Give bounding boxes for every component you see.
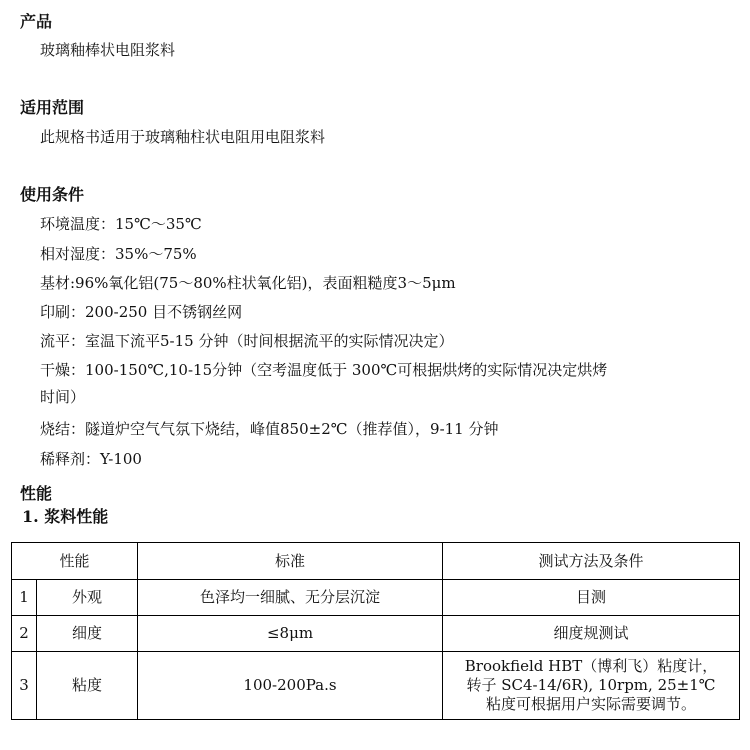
scope-text: 此规格书适用于玻璃釉柱状电阻用电阻浆料 bbox=[40, 128, 326, 146]
row-standard: 色泽均一细腻、无分层沉淀 bbox=[138, 580, 443, 616]
header-standard: 标准 bbox=[138, 543, 443, 580]
table-row bbox=[12, 652, 740, 720]
method-line: Brookfield HBT（博利飞）粘度计， bbox=[464, 657, 718, 675]
header-property: 性能 bbox=[12, 543, 138, 580]
condition-temperature: 环境温度：15℃～35℃ bbox=[40, 215, 202, 233]
method-line: 转子 SC4-14/6R), 10rpm, 25±1℃ bbox=[466, 676, 716, 694]
condition-substrate: 基材:96%氧化铝(75～80%柱状氧化铝)，表面粗糙度3～5μm bbox=[40, 274, 456, 292]
condition-humidity: 相对湿度：35%～75% bbox=[40, 245, 197, 263]
method-line: 粘度可根据用户实际需要调节。 bbox=[486, 695, 697, 713]
paste-performance-table bbox=[11, 542, 740, 720]
condition-printing: 印刷：200-250 目不锈钢丝网 bbox=[40, 303, 243, 321]
row-property: 细度 bbox=[37, 616, 138, 652]
performance-heading: 性能 bbox=[20, 484, 53, 503]
table-header-row bbox=[12, 543, 740, 580]
row-method: 目测 bbox=[443, 580, 740, 616]
condition-drying: 干燥：100-150℃,10-15分钟（空考温度低于 300℃可根据烘烤的实际情况决定烘烤 bbox=[40, 361, 608, 379]
row-number: 2 bbox=[12, 616, 37, 652]
scope-heading: 适用范围 bbox=[20, 98, 85, 117]
conditions-heading: 使用条件 bbox=[20, 185, 85, 204]
row-standard: ≤8μm bbox=[138, 616, 443, 652]
row-standard: 100-200Pa.s bbox=[138, 652, 443, 720]
row-number: 1 bbox=[12, 580, 37, 616]
product-text: 玻璃釉棒状电阻浆料 bbox=[40, 41, 176, 59]
condition-drying-cont: 时间） bbox=[40, 388, 86, 406]
header-method: 测试方法及条件 bbox=[443, 543, 740, 580]
row-method: 细度规测试 bbox=[443, 616, 740, 652]
row-property: 外观 bbox=[37, 580, 138, 616]
condition-thinner: 稀释剂：Y-100 bbox=[40, 450, 142, 468]
row-number: 3 bbox=[12, 652, 37, 720]
row-property: 粘度 bbox=[37, 652, 138, 720]
condition-firing: 烧结：隧道炉空气气氛下烧结，峰值850±2℃（推荐值），9-11 分钟 bbox=[40, 420, 499, 438]
condition-leveling: 流平：室温下流平5-15 分钟（时间根据流平的实际情况决定） bbox=[40, 332, 454, 350]
table-row bbox=[12, 580, 740, 616]
table-row bbox=[12, 616, 740, 652]
row-method bbox=[443, 652, 740, 720]
paste-performance-subheading: 1. 浆料性能 bbox=[22, 507, 109, 526]
product-heading: 产品 bbox=[20, 12, 53, 31]
